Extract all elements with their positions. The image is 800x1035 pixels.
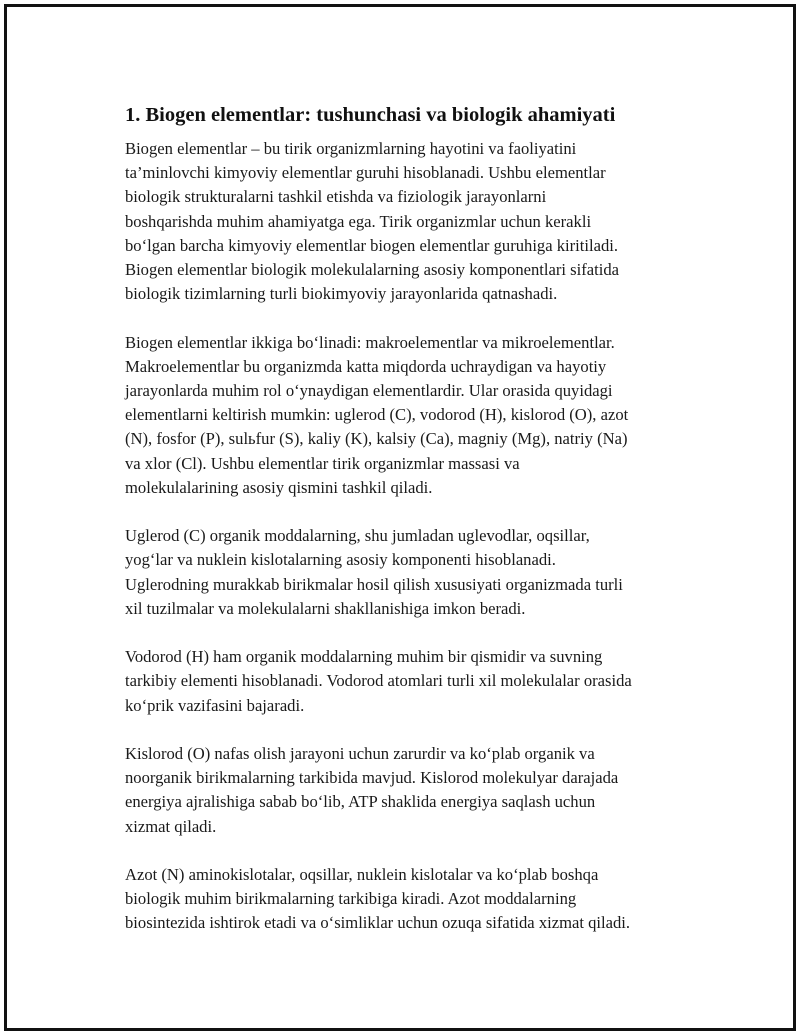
document-body: [125, 101, 695, 960]
paragraph-macroelements: Biogen elementlar ikkiga bo‘linadi: makroelementlar va mikroelementlar. Makroelementlar bu organizmda katta miqdorda uchraydigan va hayotiy jarayonlarda muhim rol o‘ynaydigan elementlardir. Ular orasida quyidagi elementlarni keltirish mumkin: uglerod (C), vodorod (H), kislorod (O), azot (N), fosfor (P), sulьfur (S), kaliy (K), kalsiy (Ca), magniy (Mg), natriy (Na) va xlor (Cl). Ushbu elementlar tirik organizmlar massasi va molekulalarining asosiy qismini tashkil qiladi.: [125, 332, 629, 497]
paragraph-carbon: Uglerod (C) organik moddalarning, shu jumladan uglevodlar, oqsillar, yog‘lar va nuklein kislotalarning asosiy komponenti hisoblanadi. Uglerodning murakkab birikmalar hosil qilish xususiyati organizmada turli xil tuzilmalar va molekulalarni shakllanishiga imkon beradi.: [125, 526, 623, 618]
page-frame: [4, 4, 796, 1031]
paragraph-biogen-definition: Biogen elementlar – bu tirik organizmlarning hayotini va faoliyatini ta’minlovchi kimyoviy elementlar guruhi hisoblanadi. Ushbu elementlar biologik strukturalarni tashkil etishda va fiziologik jarayonlarni boshqarishda muhim ahamiyatga ega. Tirik organizmlar uchun kerakli bo‘lgan barcha kimyoviy elementlar biogen elementlar guruhiga kiritiladi. Biogen elementlar biologik molekulalarning asosiy komponentlari sifatida biologik tizimlarning turli biokimyoviy jarayonlarida qatnashadi.: [125, 139, 620, 304]
section-title: 1. Biogen elementlar: tushunchasi va biologik ahamiyati: [125, 104, 616, 126]
paragraph-nitrogen: Azot (N) aminokislotalar, oqsillar, nuklein kislotalar va ko‘plab boshqa biologik muhim birikmalarning tarkibiga kiradi. Azot moddalarning biosintezida ishtirok etadi va o‘simliklar uchun ozuqa sifatida xizmat qiladi.: [125, 865, 631, 933]
paragraph-oxygen: Kislorod (O) nafas olish jarayoni uchun zarurdir va ko‘plab organik va noorganik birikmalarning tarkibida mavjud. Kislorod molekulyar darajada energiya ajralishiga sabab bo‘lib, ATP shaklida energiya saqlash uchun xizmat qiladi.: [125, 744, 619, 836]
paragraph-hydrogen: Vodorod (H) ham organik moddalarning muhim bir qismidir va suvning tarkibiy elementi hisoblanadi. Vodorod atomlari turli xil molekulalar orasida ko‘prik vazifasini bajaradi.: [125, 647, 632, 715]
